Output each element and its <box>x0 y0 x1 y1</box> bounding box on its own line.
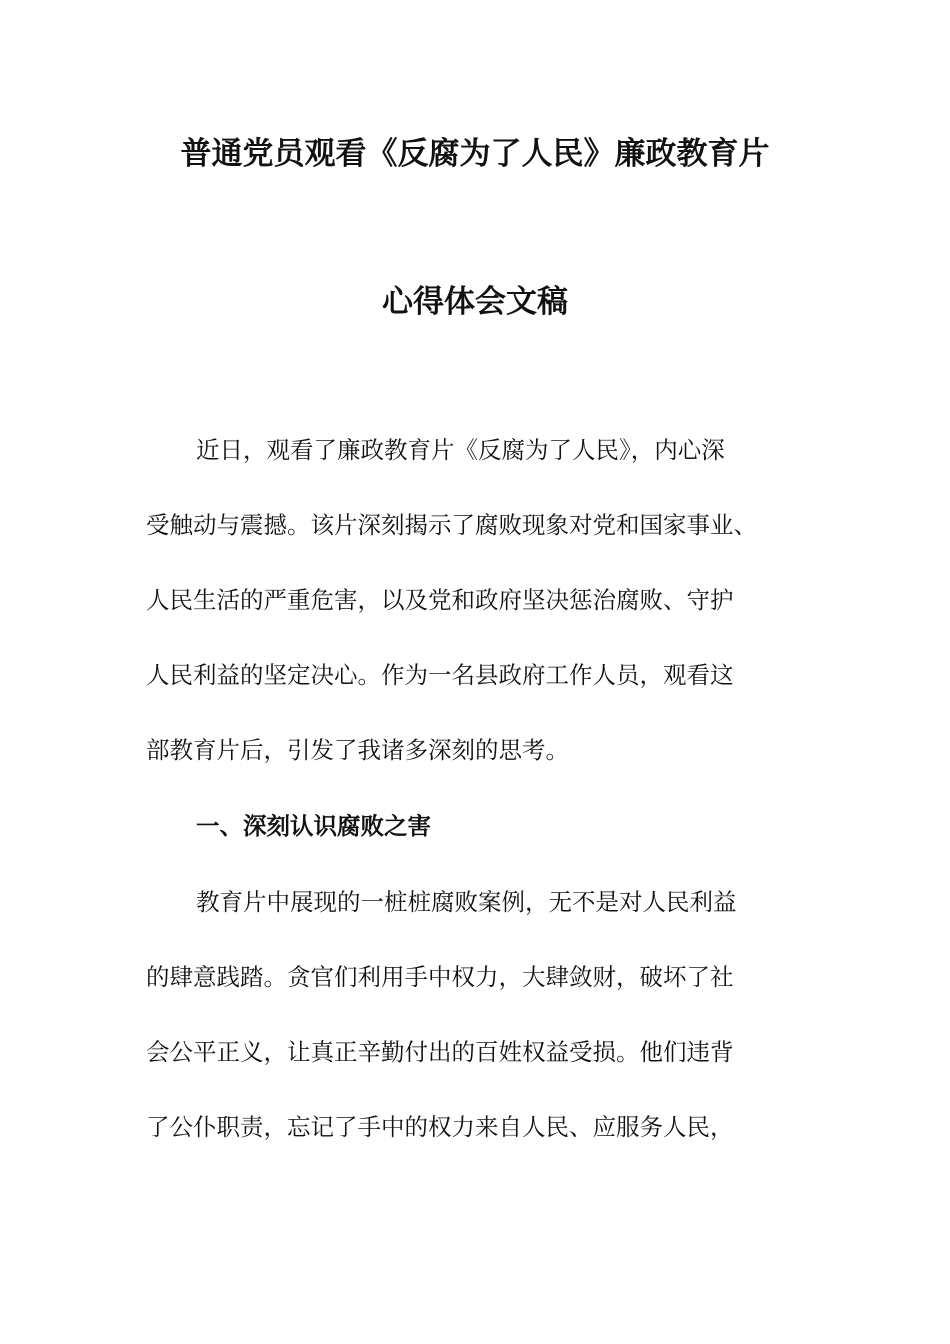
paragraph-1-line-2: 受触动与震撼。该片深刻揭示了腐败现象对党和国家事业、 <box>146 511 757 539</box>
paragraph-2-line-1: 教育片中展现的一桩桩腐败案例，无不是对人民利益 <box>196 888 737 916</box>
paragraph-2-line-3: 会公平正义，让真正辛勤付出的百姓权益受损。他们违背 <box>146 1038 734 1066</box>
paragraph-1-line-3: 人民生活的严重危害，以及党和政府坚决惩治腐败、守护 <box>146 586 734 614</box>
paragraph-1-line-5: 部教育片后，引发了我诸多深刻的思考。 <box>146 736 569 764</box>
document-title-line-1: 普通党员观看《反腐为了人民》廉政教育片 <box>180 136 770 172</box>
paragraph-2-line-4: 了公仆职责，忘记了手中的权力来自人民、应服务人民， <box>146 1113 734 1141</box>
paragraph-1-line-4: 人民利益的坚定决心。作为一名县政府工作人员，观看这 <box>146 661 734 689</box>
paragraph-2-line-2: 的肆意践踏。贪官们利用手中权力，大肆敛财，破坏了社 <box>146 963 734 991</box>
paragraph-1-line-1: 近日，观看了廉政教育片《反腐为了人民》，内心深 <box>196 436 725 464</box>
document-title-line-2: 心得体会文稿 <box>382 284 568 320</box>
section-heading-1: 一、深刻认识腐败之害 <box>196 812 431 840</box>
